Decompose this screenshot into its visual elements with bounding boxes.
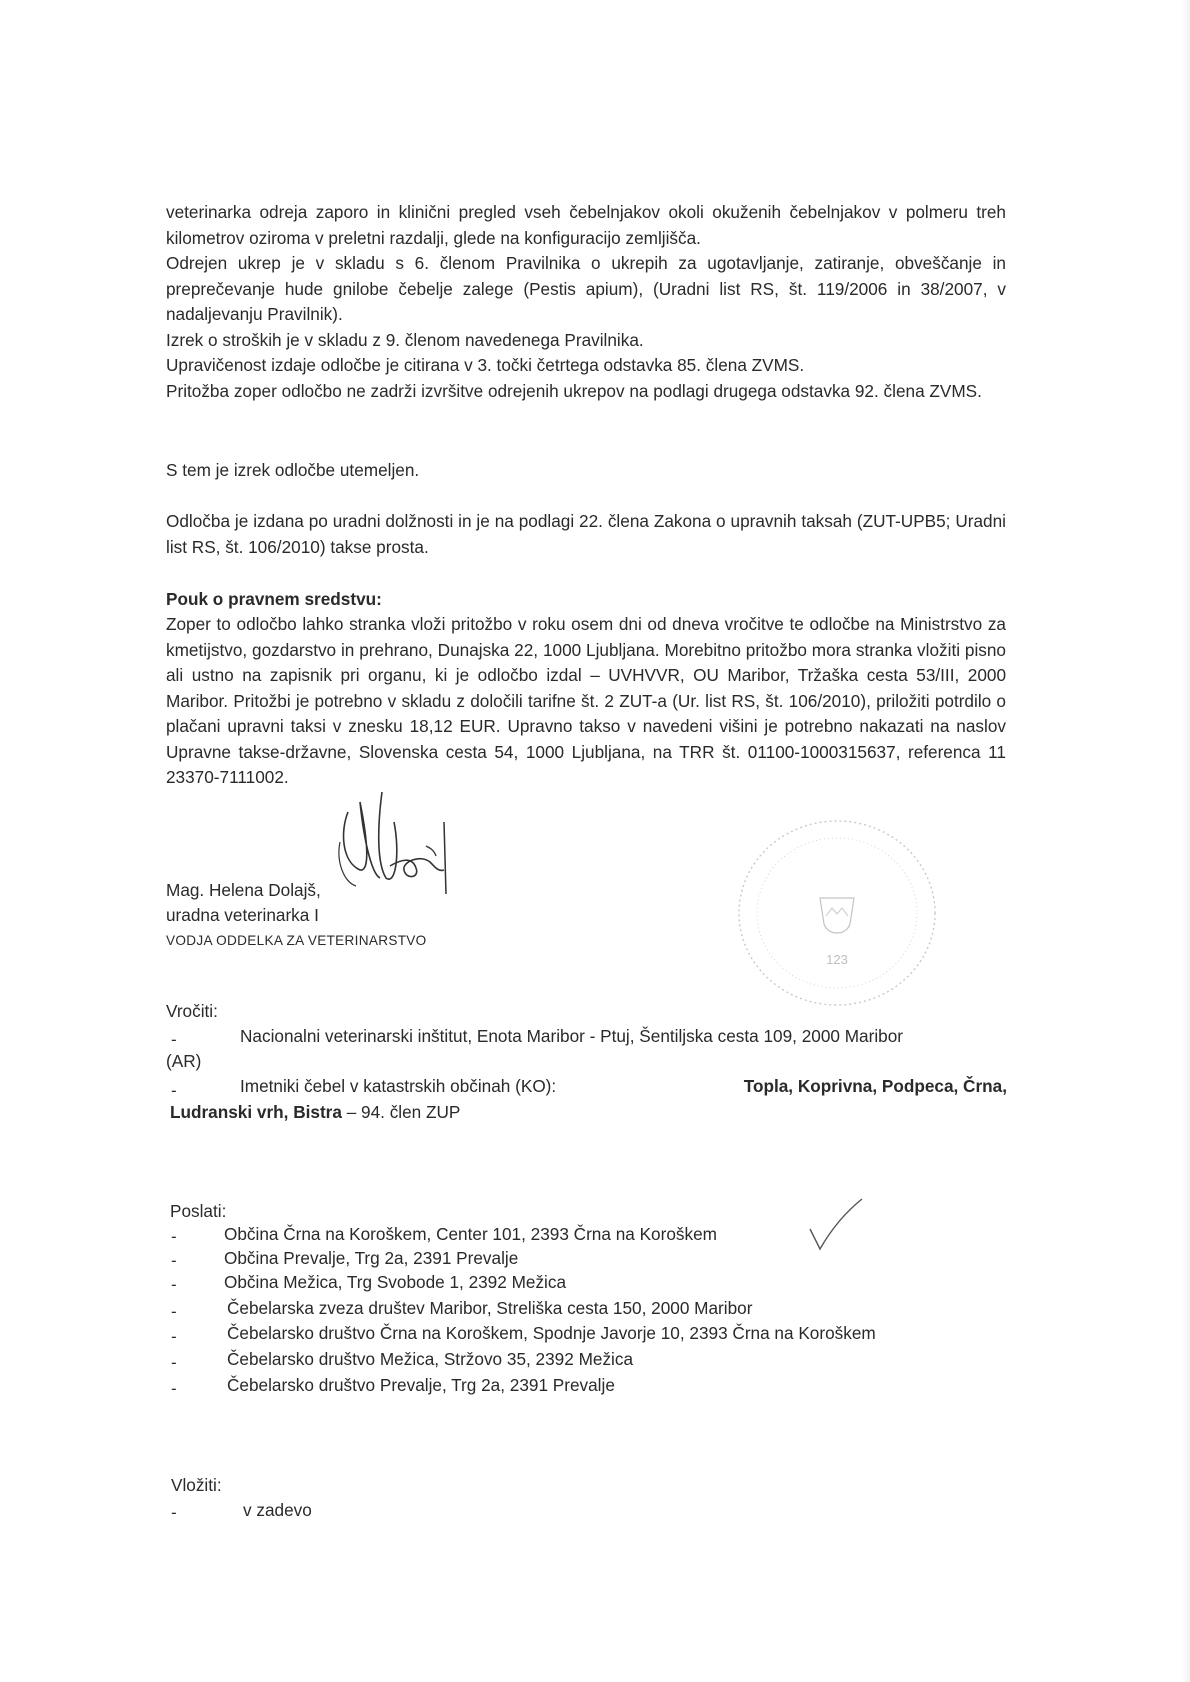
- poslati-item: Občina Črna na Koroškem, Center 101, 2393 Črna na Koroškem: [224, 1224, 717, 1244]
- poslati-item: Čebelarsko društvo Prevalje, Trg 2a, 2391 Prevalje: [227, 1375, 615, 1395]
- vrociti-item-beekeepers-places-2: Ludranski vrh, Bistra: [170, 1102, 342, 1122]
- vrociti-item-beekeepers-line2: [170, 1102, 460, 1123]
- poslati-item: Čebelarsko društvo Mežica, Stržovo 35, 2392 Mežica: [227, 1349, 634, 1369]
- legal-remedy-text: Zoper to odločbo lahko stranka vloži pritožbo v roku osem dni od dneva vročitve te odločbe na Ministrstvo za kmetijstvo, gozdarstvo in prehrano, Dunajska 22, 1000 Ljubljana. Morebitno pritožbo mora stranka vložiti pisno ali ustno na zapisnik pri organu, ki je odločbo izdal – UVHVVR, OU Maribor, Tržaška cesta 53/III, 2000 Maribor. Pritožbi je potrebno v skladu z določili tarifne št. 2 ZUT-a (Ur. list RS, št. 106/2010), priložiti potrdilo o plačani upravni taksi v znesku 18,12 EUR. Upravno takso v navedeni višini je potrebno nakazati na naslov Upravne takse-državne, Slovenska cesta 54, 1000 Ljubljana, na TRR št. 01100-1000315637, referenca 11 23370-7111002.: [166, 614, 1006, 787]
- tax-statement: Odločba je izdana po uradni dolžnosti in je na podlagi 22. člena Zakona o upravnih taksah (ZUT-UPB5; Uradni list RS, št. 106/2010) takse prosta.: [166, 511, 1006, 557]
- signatory-title: uradna veterinarka I: [166, 905, 319, 925]
- poslati-item: Čebelarsko društvo Črna na Koroškem, Spodnje Javorje 10, 2393 Črna na Koroškem: [227, 1323, 876, 1343]
- poslati-heading: Poslati:: [170, 1201, 227, 1221]
- vrociti-item-institute-suffix: (AR): [166, 1051, 202, 1071]
- list-dash: -: [171, 1379, 177, 1398]
- reasoning-line: Upravičenost izdaje odločbe je citirana v 3. točki četrtega odstavka 85. člena ZVMS.: [166, 355, 805, 375]
- vloziti-heading: Vložiti:: [171, 1475, 222, 1495]
- signatory-name: Mag. Helena Dolajš,: [166, 880, 321, 900]
- legal-remedy-heading: Pouk o pravnem sredstvu:: [166, 589, 382, 609]
- list-dash: -: [171, 1081, 177, 1100]
- poslati-item: Občina Prevalje, Trg 2a, 2391 Prevalje: [224, 1248, 519, 1268]
- reasoning-line: Odrejen ukrep je v skladu s 6. členom Pravilnika o ukrepih za ugotavljanje, zatiranje, obveščanje in preprečevanje hude gnilobe čebelje zalege (Pestis apium), (Uradni list RS, št. 119/2006 in 38/2007, v nadaljevanju Pravilnik).: [166, 253, 1006, 324]
- vrociti-item-institute: Nacionalni veterinarski inštitut, Enota Maribor - Ptuj, Šentiljska cesta 109, 2000 Maribor: [240, 1026, 903, 1046]
- official-stamp: [728, 812, 946, 1014]
- vloziti-item: v zadevo: [243, 1500, 312, 1520]
- list-dash: -: [171, 1327, 177, 1346]
- signatory-department: VODJA ODDELKA ZA VETERINARSTVO: [166, 933, 427, 948]
- poslati-item: Občina Mežica, Trg Svobode 1, 2392 Mežica: [224, 1272, 567, 1292]
- vrociti-item-beekeepers-suffix: – 94. člen ZUP: [341, 1102, 461, 1122]
- page-edge: [1182, 0, 1190, 1682]
- list-dash: -: [171, 1030, 177, 1049]
- list-dash: -: [171, 1302, 177, 1321]
- reasoning-line: Izrek o stroških je v skladu z 9. členom navedenega Pravilnika.: [166, 330, 644, 350]
- poslati-item: Čebelarska zveza društev Maribor, Streliška cesta 150, 2000 Maribor: [227, 1298, 753, 1318]
- justified-statement: S tem je izrek odločbe utemeljen.: [166, 460, 420, 480]
- reasoning-line: Pritožba zoper odločbo ne zadrži izvršitve odrejenih ukrepov na podlagi drugega odstavka 92. člena ZVMS.: [166, 381, 982, 401]
- intro-paragraph: veterinarka odreja zaporo in klinični pregled vseh čebelnjakov okoli okuženih čebelnjakov v polmeru treh kilometrov oziroma v preletni razdalji, glede na konfiguracijo zemljišča.: [166, 202, 1006, 248]
- list-dash: -: [171, 1503, 177, 1522]
- check-mark-icon: [806, 1197, 866, 1253]
- list-dash: -: [171, 1353, 177, 1372]
- list-dash: -: [171, 1251, 177, 1270]
- vrociti-heading: Vročiti:: [166, 1001, 218, 1021]
- vrociti-item-beekeepers-places: Topla, Koprivna, Podpeca, Črna,: [743, 1076, 1007, 1096]
- vrociti-item-beekeepers-prefix: Imetniki čebel v katastrskih občinah (KO):: [240, 1076, 557, 1096]
- list-dash: -: [171, 1227, 177, 1246]
- signature: [330, 782, 460, 902]
- stamp-number: 123: [826, 952, 848, 967]
- list-dash: -: [171, 1275, 177, 1294]
